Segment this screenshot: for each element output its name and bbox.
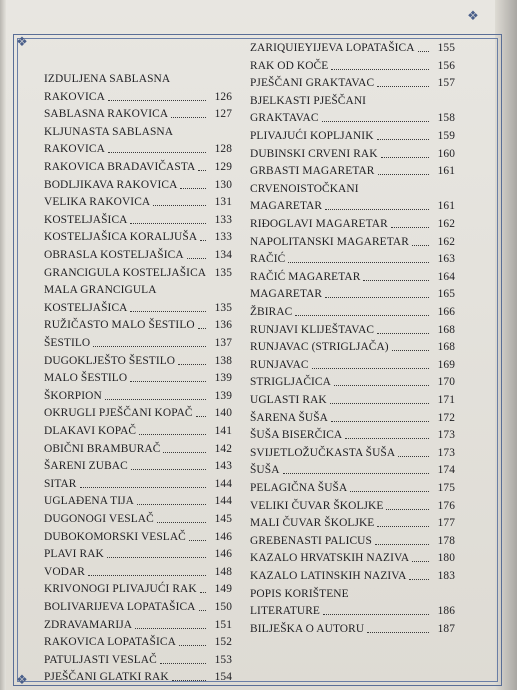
- toc-entry-page: 165: [437, 288, 455, 301]
- toc-entry-title: RAKOVICA: [44, 143, 105, 156]
- toc-entry-page: 151: [214, 618, 232, 631]
- toc-entry: [44, 529, 232, 545]
- toc-entry-title: KLJUNASTA SABLASNA: [44, 125, 174, 138]
- toc-entry-title: UGLAĐENA TIJA: [44, 495, 134, 508]
- toc-entry-title: PLIVAJUĆI KOPLJANIK: [250, 130, 374, 142]
- toc-entry-title: PJEŠČANI GLATKI RAK: [44, 671, 169, 684]
- toc-entry: [250, 480, 455, 496]
- toc-entry-page: 136: [214, 319, 232, 332]
- toc-entry: [44, 194, 232, 210]
- toc-entry: [250, 568, 455, 584]
- toc-entry-page: 128: [214, 143, 232, 156]
- toc-entry-page: 161: [437, 165, 455, 178]
- toc-entry-page: 180: [437, 552, 455, 565]
- toc-entry: [44, 405, 232, 421]
- toc-entry: [250, 586, 455, 602]
- toc-entry-title: DUGONOGI VESLAČ: [44, 513, 154, 525]
- corner-ornament-icon: ❖: [467, 9, 479, 24]
- toc-entry: [44, 423, 232, 439]
- toc-entry-page: 139: [214, 389, 232, 402]
- toc-entry-title: RUNJAVAC: [250, 358, 309, 371]
- toc-entry-page: 183: [437, 570, 455, 582]
- toc-entry-title: RUŽIČASTO MALO ŠESTILO: [44, 319, 195, 332]
- toc-entry: [44, 581, 232, 597]
- toc-entry: [250, 603, 455, 619]
- toc-entry-page: 141: [214, 425, 232, 437]
- toc-entry-page: 140: [214, 407, 232, 420]
- toc-entry: [250, 322, 455, 338]
- toc-entry: [44, 388, 232, 404]
- toc-entry-title: GRBASTI MAGARETAR: [250, 165, 375, 178]
- toc-entry-title: VELIKA RAKOVICA: [44, 196, 151, 209]
- toc-entry-page: 158: [437, 112, 455, 125]
- toc-entry-title: KOSTELJAŠICA KORALJUŠA: [44, 231, 198, 244]
- toc-entry-page: 178: [437, 534, 455, 547]
- toc-entry-page: 163: [437, 253, 455, 266]
- toc-entry-title: OBIČNI BRAMBURAČ: [44, 442, 161, 455]
- toc-entry-page: 130: [214, 178, 232, 191]
- toc-entry: [250, 110, 455, 126]
- toc-entry: [44, 141, 232, 157]
- toc-entry-title: GREBENASTI PALICUS: [250, 534, 372, 547]
- toc-entry: [250, 339, 455, 355]
- toc-entry-page: 143: [214, 460, 232, 473]
- toc-entry: [44, 335, 232, 351]
- toc-entry-page: 173: [437, 429, 455, 442]
- toc-entry-page: 162: [437, 218, 455, 230]
- toc-entry-page: 146: [214, 530, 232, 543]
- toc-entry-title: OKRUGLI PJEŠČANI KOPAČ: [44, 407, 193, 420]
- toc-entry-page: 169: [437, 358, 455, 371]
- toc-entry-page: 145: [214, 513, 232, 525]
- toc-entry-page: 138: [214, 354, 232, 367]
- toc-entry: [250, 392, 455, 408]
- toc-entry-title: BODLJIKAVA RAKOVICA: [44, 178, 178, 191]
- toc-entry-title: RAKOVICA BRADAVIČASTA: [44, 161, 196, 173]
- toc-entry-page: 133: [214, 213, 232, 226]
- toc-entry: [44, 564, 232, 580]
- toc-entry: [250, 198, 455, 214]
- toc-entry: [250, 286, 455, 302]
- toc-entry-title: GRANCIGULA KOSTELJAŠICA: [44, 266, 207, 279]
- toc-entry-page: 126: [214, 90, 232, 103]
- toc-entry-page: 127: [214, 108, 232, 121]
- toc-entry-title: KAZALO LATINSKIH NAZIVA: [250, 570, 407, 582]
- toc-entry-title: PJEŠČANI GRAKTAVAC: [250, 77, 375, 90]
- toc-entry: [250, 128, 455, 144]
- toc-entry-page: 133: [214, 231, 232, 244]
- toc-entry-page: 187: [437, 622, 455, 635]
- toc-entry-title: RAČIĆ MAGARETAR: [250, 270, 361, 283]
- toc-entry-page: 155: [437, 42, 455, 54]
- toc-entry-title: VELIKI ČUVAR ŠKOLJKE: [250, 499, 384, 512]
- toc-entry: [250, 515, 455, 531]
- toc-entry-page: 162: [437, 235, 455, 248]
- toc-entry-page: 159: [437, 130, 455, 142]
- toc-entry-title: KAZALO HRVATSKIH NAZIVA: [250, 552, 410, 565]
- toc-entry-page: 175: [437, 482, 455, 494]
- toc-entry-title: MALO ŠESTILO: [44, 372, 128, 385]
- toc-entry-page: 142: [214, 442, 232, 455]
- toc-entry-page: 134: [214, 249, 232, 261]
- toc-entry: [44, 669, 232, 685]
- toc-entry-page: 153: [214, 653, 232, 666]
- toc-entry-page: 156: [437, 59, 455, 72]
- toc-entry: [44, 511, 232, 527]
- toc-entry-title: BILJEŠKA O AUTORU: [250, 622, 365, 635]
- toc-entry-title: ŠARENI ZUBAC: [44, 460, 128, 473]
- toc-entry-title: UGLASTI RAK: [250, 394, 327, 406]
- corner-ornament-icon: ❖: [16, 35, 28, 50]
- toc-entry-page: 171: [437, 394, 455, 406]
- toc-entry-title: VODAR: [44, 565, 86, 578]
- toc-entry: [250, 93, 455, 109]
- toc-entry-page: 164: [437, 270, 455, 283]
- toc-entry-title: NAPOLITANSKI MAGARETAR: [250, 235, 409, 248]
- toc-entry-title: KRIVONOGI PLIVAJUĆI RAK: [44, 583, 197, 596]
- toc-entry-title: ZARIQUIEYIJEVA LOPATAŠICA: [250, 42, 415, 54]
- toc-entry-page: 139: [214, 372, 232, 385]
- toc-entry-title: KOSTELJAŠICA: [44, 213, 128, 226]
- toc-entry: [44, 546, 232, 562]
- toc-entry: [44, 124, 232, 140]
- toc-entry: [250, 533, 455, 549]
- toc-entry-title: DUBINSKI CRVENI RAK: [250, 147, 378, 160]
- toc-entry-title: LITERATURE: [250, 605, 320, 618]
- toc-entry: [250, 269, 455, 285]
- toc-entry-title: ŽBIRAC: [250, 306, 293, 318]
- toc-entry: [250, 374, 455, 390]
- toc-entry-page: 170: [437, 376, 455, 389]
- toc-entry-page: 148: [214, 565, 232, 578]
- toc-entry-page: 168: [437, 341, 455, 354]
- toc-entry-page: 172: [437, 411, 455, 424]
- toc-entry-title: SABLASNA RAKOVICA: [44, 108, 169, 121]
- toc-entry-page: 177: [437, 517, 455, 530]
- toc-entry: [250, 357, 455, 373]
- toc-entry: [44, 317, 232, 333]
- toc-entry-page: 135: [214, 301, 232, 314]
- toc-entry-page: 150: [214, 601, 232, 613]
- toc-entry: [250, 445, 455, 461]
- toc-entry: [250, 462, 455, 478]
- toc-entry: [44, 458, 232, 474]
- toc-entry-title: CRVENOISTOČKANI: [250, 182, 359, 195]
- toc-entry-page: 173: [437, 446, 455, 459]
- toc-entry-title: PLAVI RAK: [44, 548, 104, 561]
- toc-entry-title: MALA GRANCIGULA: [44, 284, 157, 297]
- toc-entry: [44, 300, 232, 316]
- toc-entry: [250, 251, 455, 267]
- toc-entry-title: RAČIĆ: [250, 253, 286, 266]
- toc-entry: [44, 177, 232, 193]
- toc-entry: [250, 234, 455, 250]
- toc-entry: [44, 282, 232, 298]
- toc-entry-page: 168: [437, 323, 455, 336]
- toc-entry: [250, 621, 455, 637]
- toc-entry-page: 176: [437, 499, 455, 512]
- toc-entry: [250, 550, 455, 566]
- toc-entry-page: 160: [437, 147, 455, 160]
- toc-entry-title: RIĐOGLAVI MAGARETAR: [250, 218, 388, 230]
- toc-entry-page: 154: [214, 671, 232, 684]
- toc-entry-page: 166: [437, 306, 455, 318]
- toc-entry: [250, 181, 455, 197]
- toc-entry-page: 146: [214, 548, 232, 561]
- toc-entry: [250, 58, 455, 74]
- toc-entry-title: POPIS KORIŠTENE: [250, 587, 349, 600]
- toc-entry-title: DUBOKOMORSKI VESLAČ: [44, 530, 186, 543]
- toc-entry: [44, 617, 232, 633]
- toc-entry-title: ŠKORPION: [44, 389, 102, 402]
- toc-entry: [250, 75, 455, 91]
- toc-entry-page: 135: [214, 266, 232, 279]
- toc-entry-title: PELAGIČNA ŠUŠA: [250, 482, 348, 494]
- toc-entry-title: SITAR: [44, 477, 77, 490]
- toc-entry: [44, 212, 232, 228]
- toc-entry: [44, 247, 232, 263]
- toc-entry-page: 144: [214, 495, 232, 508]
- toc-entry-title: DLAKAVI KOPAČ: [44, 425, 137, 437]
- toc-entry: [250, 427, 455, 443]
- toc-entry-title: RUNJAVAC (STRIGLJAČA): [250, 341, 389, 354]
- toc-entry-page: 149: [214, 583, 232, 596]
- toc-entry-page: 137: [214, 337, 232, 349]
- toc-entry: [44, 106, 232, 122]
- toc-entry-title: RAKOVICA LOPATAŠICA: [44, 636, 176, 649]
- toc-entry-title: ŠESTILO: [44, 337, 91, 349]
- toc-entry-title: IZDULJENA SABLASNA: [44, 73, 171, 85]
- toc-entry-title: MAGARETAR: [250, 200, 323, 213]
- toc-entry: [250, 304, 455, 320]
- toc-entry-title: KOSTELJAŠICA: [44, 301, 128, 314]
- toc-entry: [44, 159, 232, 175]
- toc-entry-title: SVIJETLOŽUČKASTA ŠUŠA: [250, 446, 396, 459]
- toc-entry: [44, 652, 232, 668]
- toc-entry: [250, 40, 455, 56]
- toc-entry-title: OBRASLA KOSTELJAŠICA: [44, 249, 184, 261]
- toc-entry-title: MALI ČUVAR ŠKOLJKE: [250, 517, 375, 530]
- toc-entry-page: 174: [437, 464, 455, 477]
- toc-entry: [250, 146, 455, 162]
- toc-entry: [44, 89, 232, 105]
- toc-entry-title: BJELKASTI PJEŠČANI: [250, 94, 367, 107]
- corner-ornament-icon: ❖: [16, 673, 28, 688]
- toc-entry: [44, 370, 232, 386]
- toc-entry-title: ZDRAVAMARIJA: [44, 618, 133, 631]
- toc-entry-title: BOLIVARIJEVA LOPATAŠICA: [44, 601, 196, 613]
- toc-entry-title: RAK OD KOČE: [250, 59, 329, 72]
- toc-entry-page: 144: [214, 477, 232, 490]
- toc-entry-title: RAKOVICA: [44, 90, 105, 103]
- toc-entry-title: RUNJAVI KLIJEŠTAVAC: [250, 323, 375, 336]
- toc-entry-title: DUGOKLJEŠTO ŠESTILO: [44, 354, 176, 367]
- toc-entry-title: ŠARENA ŠUŠA: [250, 411, 329, 424]
- toc-entry: [44, 441, 232, 457]
- toc-entry-title: STRIGLJAČICA: [250, 376, 331, 389]
- toc-entry-page: 129: [214, 161, 232, 173]
- toc-entry-title: GRAKTAVAC: [250, 112, 319, 125]
- toc-entry: [44, 229, 232, 245]
- toc-entry: [44, 265, 232, 281]
- page-edge-left: [0, 0, 6, 690]
- toc-entry-page: 152: [214, 636, 232, 649]
- toc-entry: [44, 71, 232, 87]
- toc-entry: [250, 163, 455, 179]
- toc-entry: [44, 634, 232, 650]
- toc-entry: [44, 599, 232, 615]
- toc-entry-title: PATULJASTI VESLAČ: [44, 653, 157, 666]
- toc-entry-page: 131: [214, 196, 232, 209]
- toc-entry-page: 157: [437, 77, 455, 90]
- toc-entry: [250, 216, 455, 232]
- toc-entry-title: ŠUŠA BISERČICA: [250, 429, 343, 442]
- toc-entry-title: MAGARETAR: [250, 288, 323, 301]
- toc-entry-page: 186: [437, 605, 455, 618]
- toc-entry: [44, 493, 232, 509]
- toc-entry-page: 161: [437, 200, 455, 213]
- toc-entry: [44, 476, 232, 492]
- toc-entry: [250, 498, 455, 514]
- toc-entry: [44, 353, 232, 369]
- toc-entry-title: ŠUŠA: [250, 464, 280, 477]
- toc-entry: [250, 410, 455, 426]
